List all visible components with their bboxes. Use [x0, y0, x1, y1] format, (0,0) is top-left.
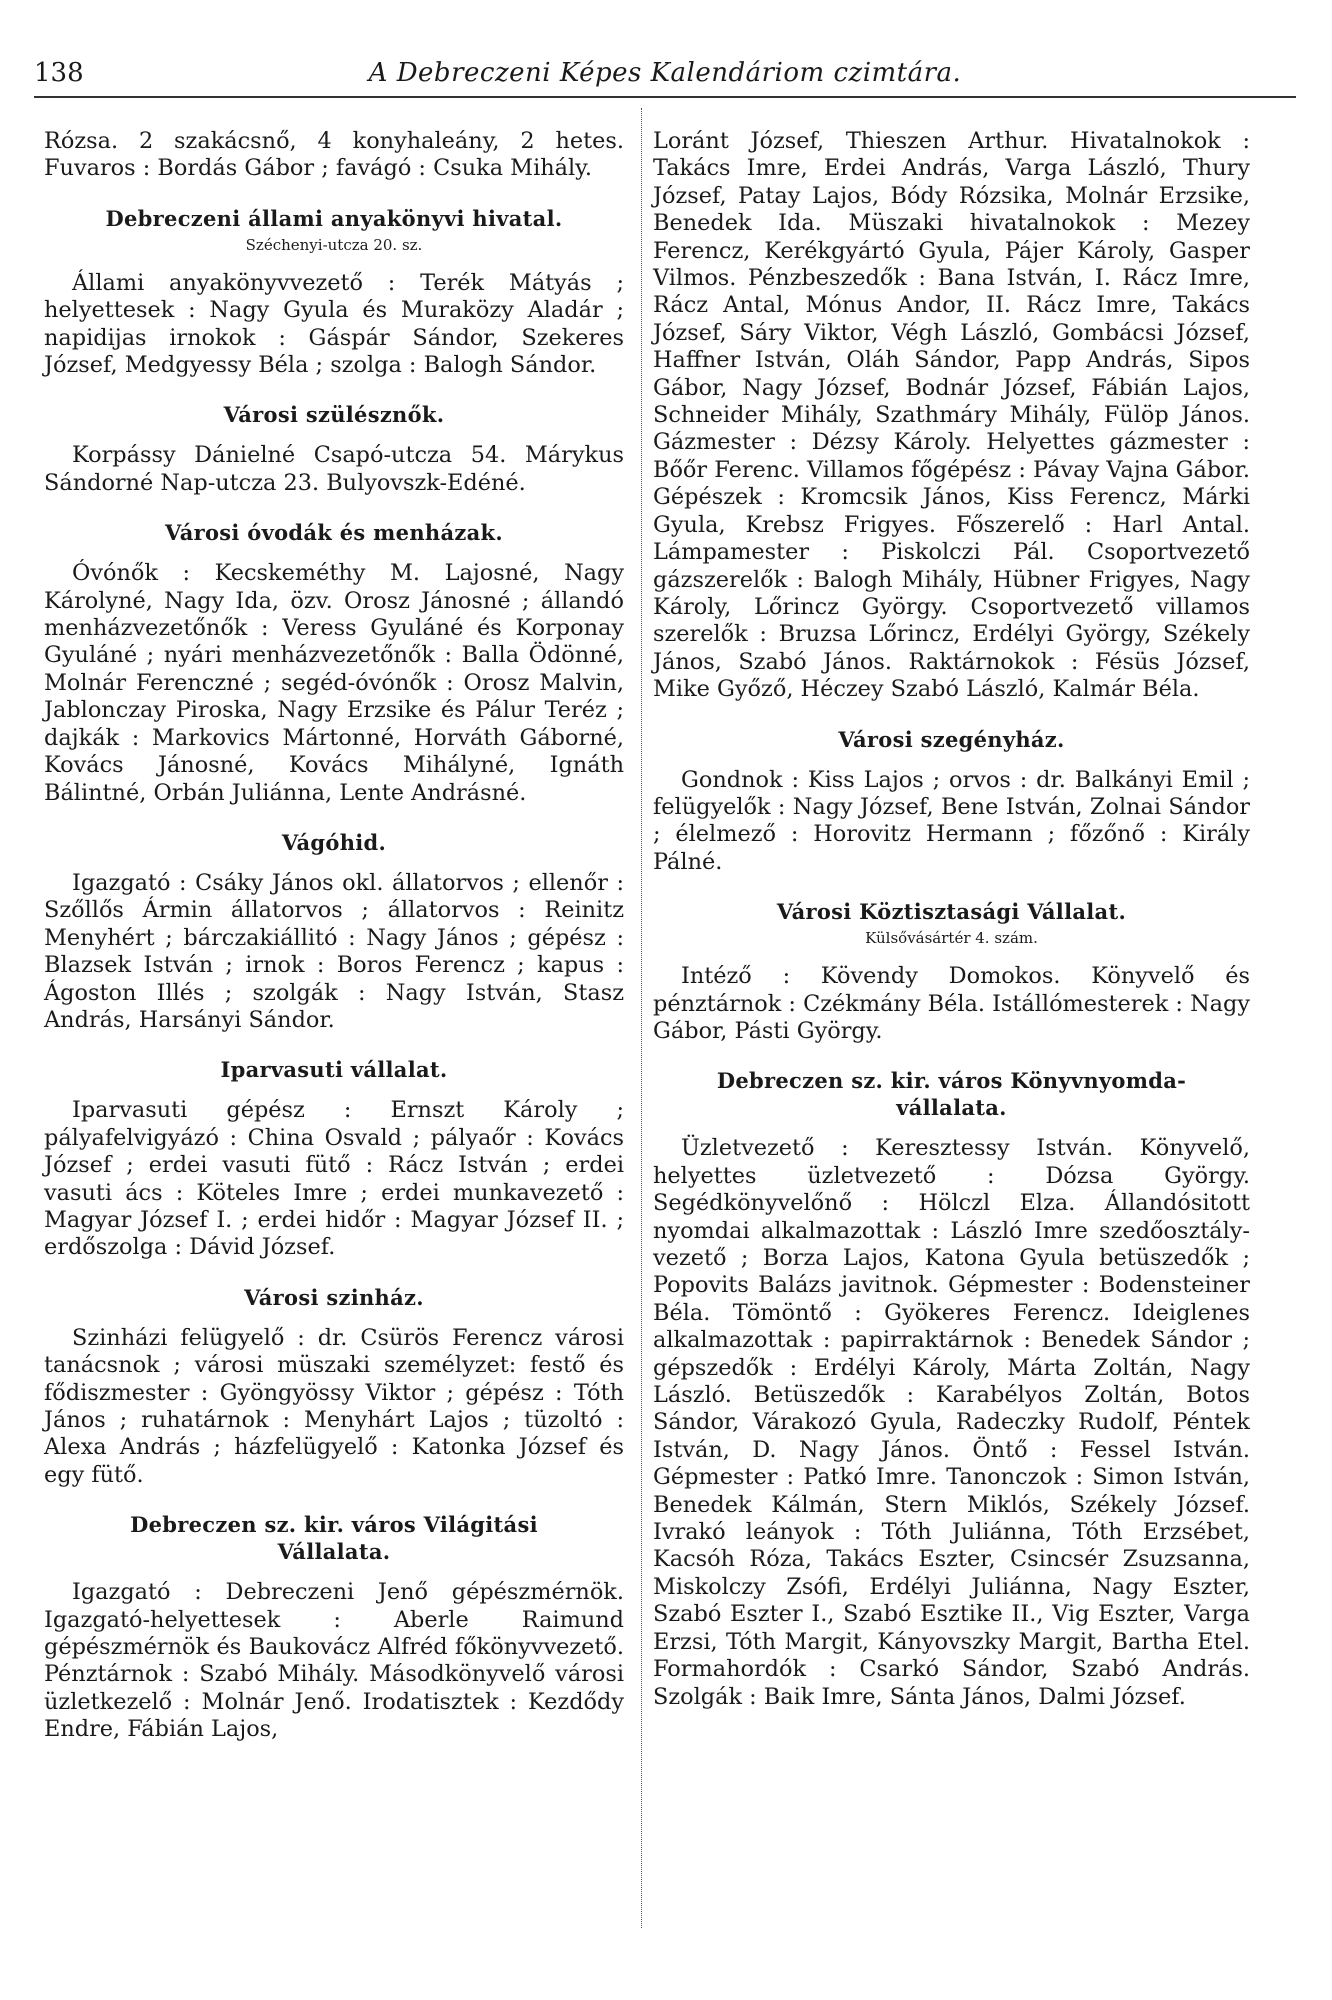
- section-title-vilagitas-line1: Debreczen sz. kir. város Világitási: [130, 1512, 538, 1538]
- column-divider: [641, 108, 642, 1928]
- section-text-vilagitas: Igazgató : Debreczeni Jenő gépészmérnök. Igazgató-helyettesek : Aberle Raimund gépészmérnök és Baukovácz Alfréd főkönyvvezető. Pénztárnok : Szabó Mihály. Másodkönyvelő városi üzletkezelő : Molnár Jenő. Irodatisztek : Kezdődy Endre, Fábián Lajos,: [44, 1579, 624, 1743]
- section-text-szegenyhaz: Gondnok : Kiss Lajos ; orvos : dr. Balkányi Emil ; felügyelők : Nagy József, Bene István, Zolnai Sándor ; élelmező : Horovitz Hermann ; főzőnő : Király Pálné.: [653, 766, 1250, 875]
- continued-paragraph: Loránt József, Thieszen Arthur. Hivatalnokok : Takács Imre, Erdei András, Varga László, Thury József, Patay Lajos, Bódy Rózsika, Molnár Erzsike, Benedek Ida. Müszaki hivatalnokok : Mezey Ferencz, Kerékgyártó Gyula, Pájer Károly, Gasper Vilmos. Pénzbeszedők : Bana István, I. Rácz Imre, Rácz Antal, Mónus Andor, II. Rácz Imre, Takács József, Sáry Viktor, Végh László, Gombácsi József, Haffner István, Oláh Sándor, Papp András, Sipos Gábor, Nagy József, Bodnár József, Fábián Lajos, Schneider Mihály, Szathmáry Mihály, Fülöp János. Gázmester : Dézsy Károly. Helyettes gázmester : Bőőr Ferenc. Villamos főgépész : Pávay Vajna Gábor. Gépészek : Kromcsik János, Kiss Ferencz, Márki Gyula, Krebsz Frigyes. Főszerelő : Harl Antal. Lámpamester : Piskolczi Pál. Csoportvezető gázszerelők : Balogh Mihály, Hübner Frigyes, Nagy Károly, Lőrincz György. Csoportvezető villamos szerelők : Bruzsa Lőrincz, Erdélyi György, Székely János, Szabó János. Raktárnokok : Fésüs József, Mike Győző, Héczey Szabó László, Kalmár Béla.: [653, 128, 1250, 703]
- section-title-ovodak: Városi óvodák és menházak.: [165, 520, 503, 546]
- section-text-iparvasut: Iparvasuti gépész : Ernszt Károly ; pályafelvigyázó : China Osvald ; pályaőr : Kovács József ; erdei vasuti fütő : Rácz István ; erdei vasuti ács : Köteles Imre ; erdei munkavezető : Magyar József I. ; erdei hidőr : Magyar József II. ; erdőszolga : Dávid József.: [44, 1097, 624, 1261]
- right-column: [653, 128, 1250, 1711]
- section-title-vagohid: Vágóhid.: [281, 829, 387, 855]
- left-column: [44, 128, 624, 1744]
- section-title-vilagitas-line2: Vállalata.: [277, 1539, 391, 1565]
- section-title-anyakonyvi: Debreczeni állami anyakönyvi hivatal.: [105, 205, 563, 231]
- section-address-anyakonyvi: Széchenyi-utcza 20. sz.: [245, 235, 423, 254]
- section-text-konyvnyomda: Üzletvezető : Keresztessy István. Könyvelő, helyettes üzletvezető : Dózsa György. Segédkönyvelőnő : Hölczl Elza. Állandósitott nyomdai alkalmazottak : László Imre szedőosztály-vezető ; Borza Lajos, Katona Gyula betüszedők ; Popovits Balázs javitnok. Gépmester : Bodensteiner Béla. Tömöntő : Gyökeres Ferencz. Ideiglenes alkalmazottak : papirraktárnok : Benedek Sándor ; gépszedők : Erdélyi Károly, Márta Zoltán, Nagy László. Betüszedők : Karabélyos Zoltán, Botos Sándor, Várakozó Gyula, Radeczky Rudolf, Péntek István, D. Nagy János. Öntő : Fessel István. Gépmester : Patkó Imre. Tanonczok : Simon István, Benedek Kálmán, Stern Miklós, Székely József. Ivrakó leányok : Tóth Juliánna, Tóth Erzsébet, Kacsóh Róza, Takács Eszter, Csincsér Zsuzsanna, Miskolczy Zsófi, Erdélyi Juliánna, Nagy Eszter, Szabó Eszter I., Szabó Esztike II., Vig Eszter, Varga Erzsi, Tóth Margit, Kányovszky Margit, Bartha Etel. Formahordók : Csarkó Sándor, Szabó András. Szolgák : Baik Imre, Sánta János, Dalmi József.: [653, 1135, 1250, 1710]
- section-title-koztisztasag: Városi Köztisztasági Vállalat.: [776, 899, 1127, 925]
- section-text-szinhaz: Szinházi felügyelő : dr. Csürös Ferencz városi tanácsnok ; városi müszaki személyzet: festő és fődiszmester : Gyöngyössy Viktor ; gépész : Tóth János ; ruhatárnok : Menyhárt Lajos ; tüzoltó : Alexa András ; házfelügyelő : Katonka József és egy fütő.: [44, 1324, 624, 1488]
- section-title-szinhaz: Városi szinház.: [244, 1284, 424, 1310]
- section-title-szegenyhaz: Városi szegényház.: [838, 726, 1065, 752]
- intro-paragraph: Rózsa. 2 szakácsnő, 4 konyhaleány, 2 hetes. Fuvaros : Bordás Gábor ; favágó : Csuka Mihály.: [44, 128, 624, 182]
- section-title-konyvnyomda-line1: Debreczen sz. kir. város Könyvnyomda-: [716, 1068, 1187, 1094]
- header-rule: [34, 96, 1296, 98]
- running-title: A Debreczeni Képes Kalendáriom czimtára.: [368, 58, 962, 88]
- section-address-koztisztasag: Külsővásártér 4. szám.: [865, 929, 1038, 948]
- section-text-vagohid: Igazgató : Csáky János okl. állatorvos ; ellenőr : Szőllős Ármin állatorvos ; állatorvos : Reinitz Menyhért ; bárczakiállitó : Nagy János ; gépész : Blazsek István ; irnok : Boros Ferencz ; kapus : Ágoston Illés ; szolgák : Nagy István, Stasz András, Harsányi Sándor.: [44, 869, 624, 1033]
- section-text-koztisztasag: Intéző : Kövendy Domokos. Könyvelő és pénztárnok : Czékmány Béla. Istállómesterek : Nagy Gábor, Pásti György.: [653, 963, 1250, 1044]
- page-number: 138: [34, 58, 84, 88]
- section-text-anyakonyvi: Állami anyakönyvvezető : Terék Mátyás ; helyettesek : Nagy Gyula és Muraközy Aladár ; napidijas irnokok : Gáspár Sándor, Szekeres József, Medgyessy Béla ; szolga : Balogh Sándor.: [44, 269, 624, 379]
- section-text-ovodak: Óvónők : Kecskeméthy M. Lajosné, Nagy Károlyné, Nagy Ida, özv. Orosz Jánosné ; állandó menházvezetőnők : Veress Gyuláné és Korponay Gyuláné ; nyári menházvezetőnők : Balla Ödönné, Molnár Ferenczné ; segéd-óvónők : Orosz Malvin, Jablonczay Piroska, Nagy Erzsike és Pálur Teréz ; dajkák : Markovics Mártonné, Horváth Gáborné, Kovács Jánosné, Kovács Mihályné, Ignáth Bálintné, Orbán Juliánna, Lente Andrásné.: [44, 560, 624, 806]
- section-title-szuleszok: Városi szülésznők.: [223, 402, 445, 428]
- section-title-konyvnyomda-line2: vállalata.: [896, 1095, 1007, 1121]
- section-title-iparvasut: Iparvasuti vállalat.: [220, 1057, 448, 1083]
- page-header: [34, 58, 1296, 98]
- section-text-szuleszok: Korpássy Dánielné Csapó-utcza 54. Márykus Sándorné Nap-utcza 23. Bulyovszk-Edéné.: [44, 442, 624, 496]
